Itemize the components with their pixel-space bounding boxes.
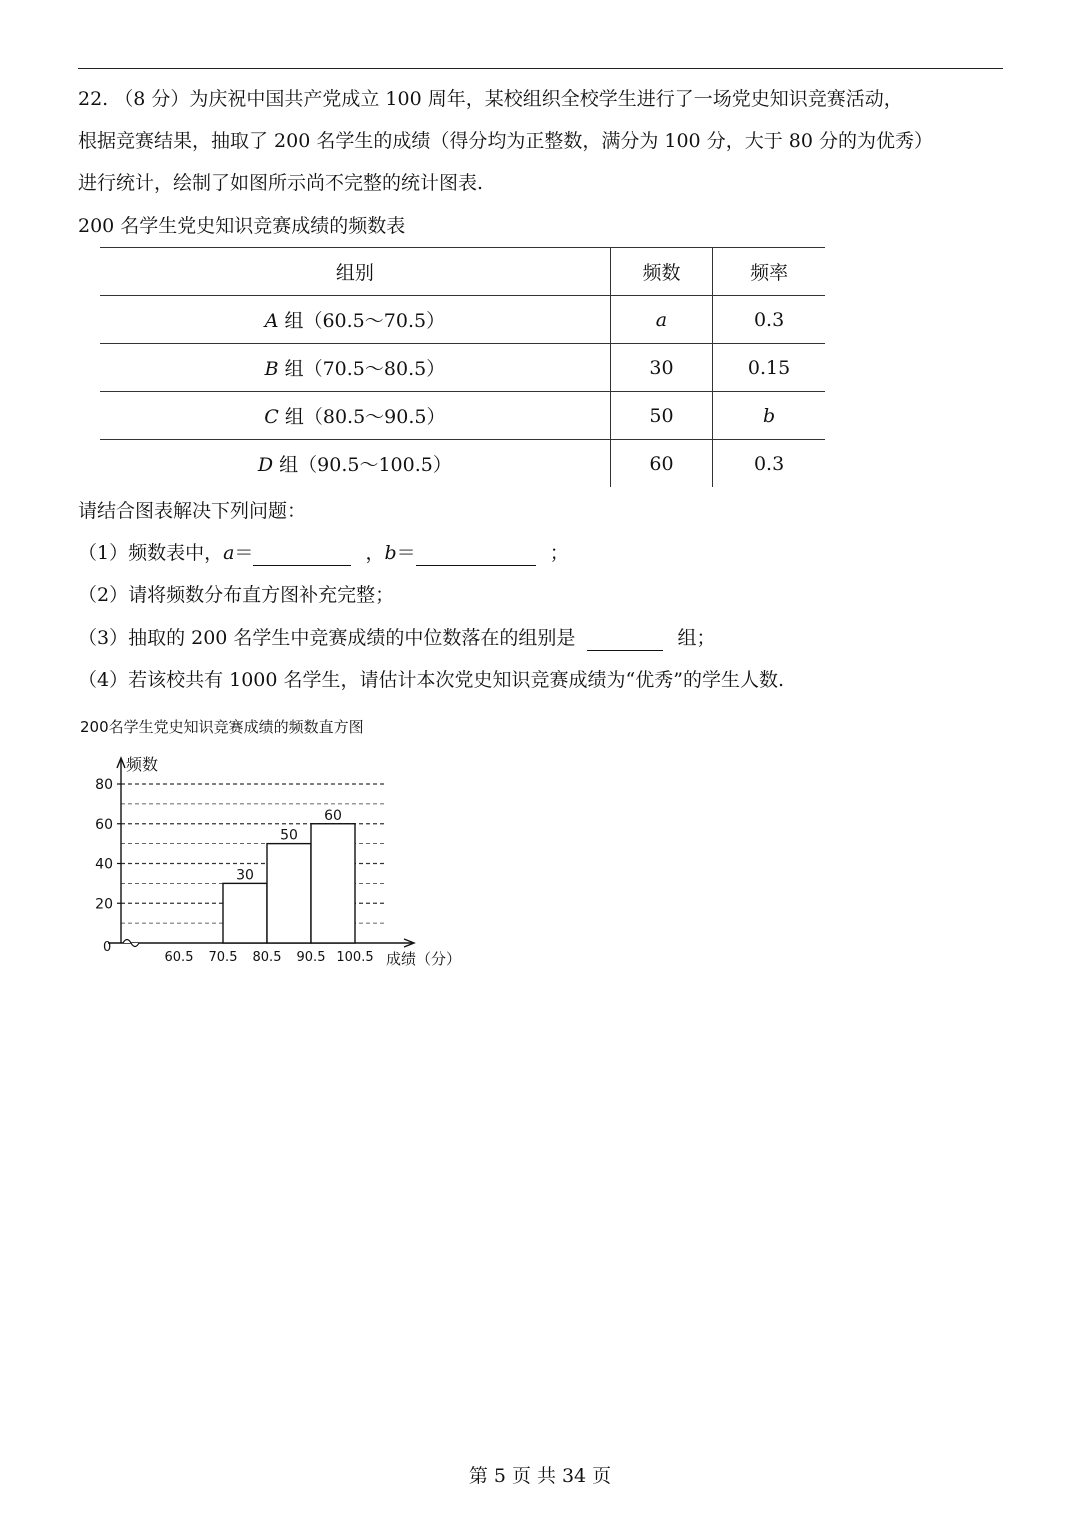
header-count: 频数 bbox=[610, 248, 712, 296]
frequency-value: 0.3 bbox=[753, 308, 785, 331]
question-4: （4）若该校共有 1000 名学生，请估计本次党史知识竞赛成绩为“优秀”的学生人数. bbox=[78, 669, 784, 691]
frequency-cell bbox=[713, 440, 825, 488]
y-tick-label: 60 bbox=[95, 816, 113, 833]
table-row bbox=[100, 344, 825, 392]
problem-line-2: 根据竞赛结果，抽取了 200 名学生的成绩（得分均为正整数，满分为 100 分，大于 80 分的为优秀） bbox=[78, 130, 933, 152]
histogram-bar bbox=[267, 844, 311, 943]
question-2: （2）请将频数分布直方图补充完整； bbox=[78, 584, 395, 606]
group-range: 组（70.5～80.5） bbox=[278, 358, 446, 380]
group-letter: A bbox=[264, 310, 279, 332]
group-range: 组（80.5～90.5） bbox=[278, 406, 446, 428]
footer-gong: 共 bbox=[536, 1465, 556, 1487]
count-value: 30 bbox=[649, 356, 674, 379]
table-header-row bbox=[100, 248, 825, 296]
header-frequency: 频率 bbox=[713, 248, 825, 296]
top-rule bbox=[78, 68, 1003, 69]
group-range: 组（90.5～100.5） bbox=[273, 454, 452, 476]
frequency-cell bbox=[713, 392, 825, 440]
histogram-bar bbox=[223, 883, 267, 943]
question-1-eq-b: ＝ bbox=[396, 542, 416, 564]
question-1-eq-a: ＝ bbox=[234, 542, 254, 564]
count-value: 60 bbox=[649, 452, 674, 475]
y-tick-label: 40 bbox=[95, 856, 113, 873]
header-group: 组别 bbox=[100, 248, 610, 296]
x-axis-label: 成绩（分） bbox=[386, 950, 462, 968]
group-range: 组（60.5～70.5） bbox=[278, 310, 446, 332]
footer-ye: 页 bbox=[511, 1465, 531, 1487]
answer-blank-group[interactable] bbox=[587, 628, 663, 651]
footer-ye-2: 页 bbox=[592, 1465, 612, 1487]
footer-di: 第 bbox=[468, 1465, 488, 1487]
x-tick-label: 60.5 bbox=[164, 950, 194, 965]
questions-intro: 请结合图表解决下列问题： bbox=[78, 500, 307, 522]
problem-line-3: 进行统计，绘制了如图所示尚不完整的统计图表. bbox=[78, 172, 484, 194]
count-value: a bbox=[655, 308, 668, 331]
bar-value-label: 30 bbox=[236, 867, 254, 884]
axis-break-mark bbox=[123, 940, 139, 947]
page-footer bbox=[0, 1461, 1080, 1488]
question-1-prefix: （1）频数表中， bbox=[78, 542, 224, 564]
question-3-suffix: 组； bbox=[677, 627, 716, 649]
count-cell bbox=[610, 392, 712, 440]
table-row bbox=[100, 392, 825, 440]
question-1-b: b bbox=[384, 542, 397, 564]
count-cell bbox=[610, 296, 712, 344]
answer-blank-a[interactable] bbox=[253, 543, 351, 566]
problem-line-1: 22. （8 分）为庆祝中国共产党成立 100 周年，某校组织全校学生进行了一场党史知识竞赛活动， bbox=[78, 88, 903, 110]
table-row bbox=[100, 296, 825, 344]
x-tick-label: 80.5 bbox=[252, 950, 282, 965]
bar-value-label: 50 bbox=[280, 827, 298, 844]
footer-page-number: 5 bbox=[493, 1465, 506, 1487]
frequency-cell bbox=[713, 344, 825, 392]
histogram-chart bbox=[78, 712, 478, 974]
footer-total-pages: 34 bbox=[561, 1465, 587, 1487]
y-axis-label: 频数 bbox=[126, 755, 159, 774]
frequency-cell bbox=[713, 296, 825, 344]
x-tick-label: 70.5 bbox=[208, 950, 238, 965]
bar-value-label: 60 bbox=[324, 807, 342, 824]
question-3 bbox=[78, 625, 716, 651]
count-cell bbox=[610, 344, 712, 392]
frequency-value: 0.3 bbox=[753, 452, 785, 475]
x-tick-label: 100.5 bbox=[336, 950, 374, 965]
question-1-a: a bbox=[223, 542, 235, 564]
histogram-bar bbox=[311, 824, 355, 943]
origin-label: 0 bbox=[103, 940, 112, 955]
answer-blank-b[interactable] bbox=[416, 543, 536, 566]
group-letter: C bbox=[264, 406, 279, 428]
group-cell bbox=[100, 392, 610, 440]
group-cell bbox=[100, 296, 610, 344]
group-cell bbox=[100, 440, 610, 488]
question-1 bbox=[78, 540, 569, 566]
chart-title: 200名学生党史知识竞赛成绩的频数直方图 bbox=[80, 718, 364, 736]
frequency-value: b bbox=[762, 404, 776, 427]
question-1-end: ； bbox=[549, 542, 569, 564]
y-tick-label: 20 bbox=[95, 896, 113, 913]
x-tick-label: 90.5 bbox=[296, 950, 326, 965]
group-letter: D bbox=[257, 454, 274, 476]
table-title: 200 名学生党史知识竞赛成绩的频数表 bbox=[78, 215, 406, 237]
frequency-value: 0.15 bbox=[747, 356, 791, 379]
question-3-prefix: （3）抽取的 200 名学生中竞赛成绩的中位数落在的组别是 bbox=[78, 627, 576, 649]
group-cell bbox=[100, 344, 610, 392]
table-row bbox=[100, 440, 825, 488]
count-cell bbox=[610, 440, 712, 488]
y-tick-label: 80 bbox=[95, 777, 113, 793]
frequency-table bbox=[100, 247, 825, 487]
question-1-sep: ， bbox=[365, 542, 385, 564]
count-value: 50 bbox=[649, 404, 674, 427]
group-letter: B bbox=[264, 358, 279, 380]
